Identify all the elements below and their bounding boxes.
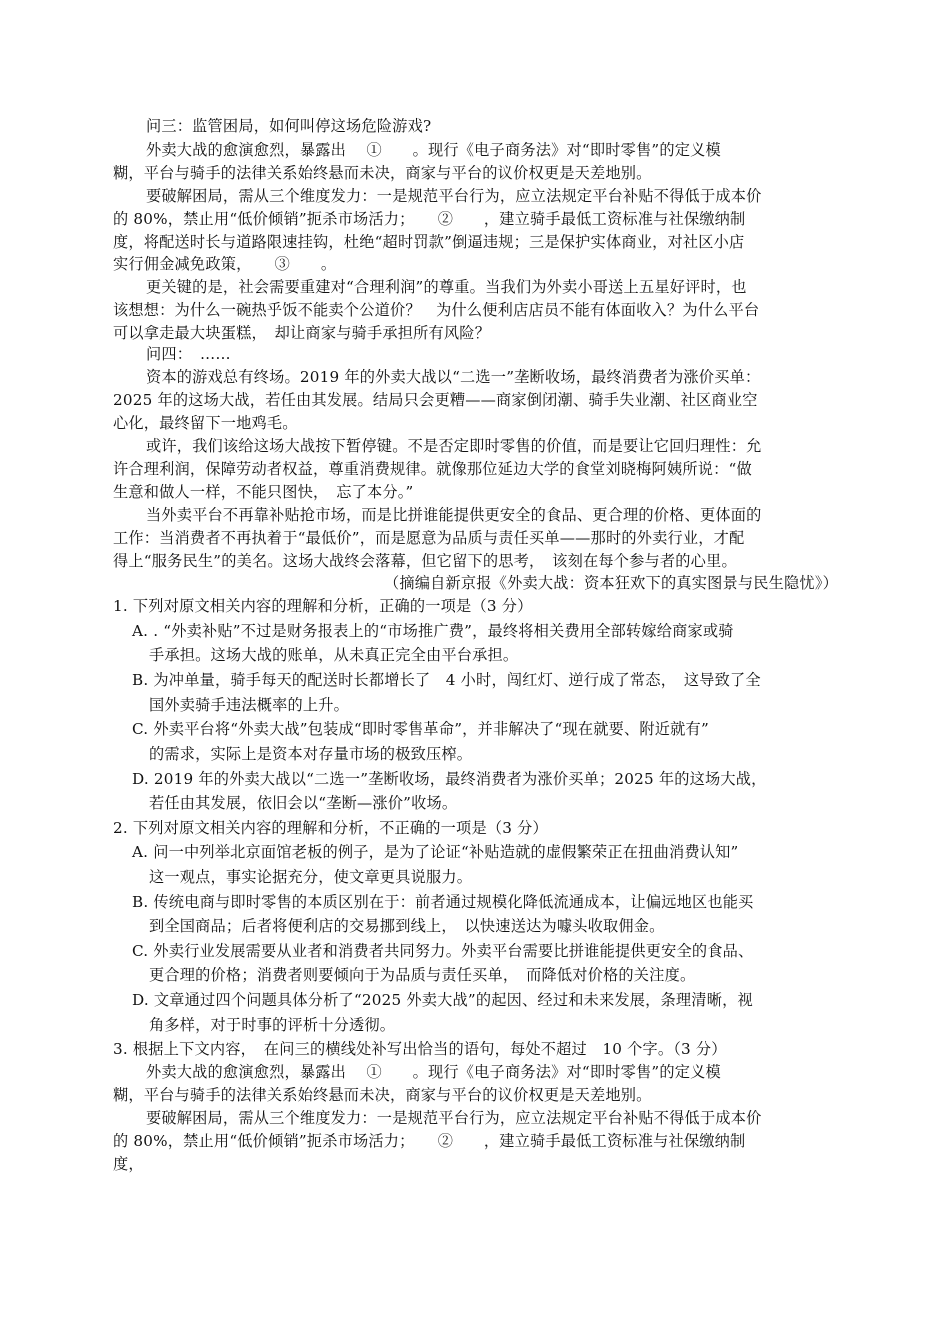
source-citation: （摘编自新京报《外卖大战：资本狂欢下的真实图景与民生隐忧》） — [383, 574, 838, 592]
quoted-line: 的 80%，禁止用“低价倾销”扼杀市场活力； ② ，建立骑手最低工资标准与社保缴纳制 — [113, 1132, 746, 1150]
paragraph-line: 要破解困局，需从三个维度发力：一是规范平台行为，应立法规定平台补贴不得低于成本价 — [146, 187, 762, 205]
question-2-stem: 2. 下列对原文相关内容的理解和分析，不正确的一项是（3 分） — [113, 819, 548, 837]
question-2-option-b-cont: 到全国商品；后者将便利店的交易挪到线上， 以快速送达为噱头收取佣金。 — [149, 917, 665, 935]
section-heading-q4: 问四： …… — [146, 345, 231, 363]
question-1-option-a-cont: 手承担。这场大战的账单，从未真正完全由平台承担。 — [149, 646, 519, 664]
paragraph-line: 当外卖平台不再靠补贴抢市场，而是比拼谁能提供更安全的食品、更合理的价格、更体面的 — [146, 506, 762, 524]
section-heading-q3: 问三：监管困局，如何叫停这场危险游戏? — [146, 117, 432, 135]
paragraph-line: 该想想：为什么一碗热乎饭不能卖个公道价？ 为什么便利店店员不能有体面收入？为什么平台 — [113, 301, 760, 319]
question-2-option-a-cont: 这一观点，事实论据充分，使文章更具说服力。 — [149, 868, 473, 886]
paragraph-line: 许合理利润，保障劳动者权益，尊重消费规律。就像那位延边大学的食堂刘晓梅阿姨所说：“做 — [113, 460, 752, 478]
paragraph-line: 得上“服务民生”的美名。这场大战终会落幕，但它留下的思考， 该刻在每个参与者的心里。 — [113, 552, 737, 570]
quoted-line: 糊，平台与骑手的法律关系始终悬而未决，商家与平台的议价权更是天差地别。 — [113, 1086, 652, 1104]
quoted-line: 外卖大战的愈演愈烈，暴露出 ① 。现行《电子商务法》对“即时零售”的定义模 — [146, 1063, 721, 1081]
quoted-line: 度， — [113, 1155, 144, 1173]
paragraph-line: 实行佣金减免政策， ③ 。 — [113, 255, 337, 273]
paragraph-line: 外卖大战的愈演愈烈，暴露出 ① 。现行《电子商务法》对“即时零售”的定义模 — [146, 141, 721, 159]
paragraph-line: 或许，我们该给这场大战按下暂停键。不是否定即时零售的价值，而是要让它回归理性：允 — [146, 437, 762, 455]
paragraph-line: 心化，最终留下一地鸡毛。 — [113, 414, 298, 432]
paragraph-line: 资本的游戏总有终场。2019 年的外卖大战以“二选一”垄断收场，最终消费者为涨价买单： — [146, 368, 761, 386]
paragraph-line: 度，将配送时长与道路限速挂钩，杜绝“超时罚款”倒逼违规；三是保护实体商业，对社区小店 — [113, 233, 745, 251]
question-1-option-d-cont: 若任由其发展，依旧会以“垄断—涨价”收场。 — [149, 794, 458, 812]
paragraph-line: 生意和做人一样，不能只图快， 忘了本分。” — [113, 483, 414, 501]
paragraph-line: 可以拿走最大块蛋糕， 却让商家与骑手承担所有风险？ — [113, 324, 491, 342]
question-2-option-c-cont: 更合理的价格；消费者则要倾向于为品质与责任买单， 而降低对价格的关注度。 — [149, 966, 696, 984]
question-1-option-b-cont: 国外卖骑手违法概率的上升。 — [149, 696, 350, 714]
paragraph-line: 的 80%，禁止用“低价倾销”扼杀市场活力； ② ，建立骑手最低工资标准与社保缴纳制 — [113, 210, 746, 228]
paragraph-line: 更关键的是，社会需要重建对“合理利润”的尊重。当我们为外卖小哥送上五星好评时，也 — [146, 278, 747, 296]
question-2-option-d-cont: 角多样，对于时事的评析十分透彻。 — [149, 1016, 396, 1034]
paragraph-line: 工作：当消费者不再执着于“最低价”，而是愿意为品质与责任买单——那时的外卖行业，才配 — [113, 529, 745, 547]
question-1-option-d: D. 2019 年的外卖大战以“二选一”垄断收场，最终消费者为涨价买单；2025 年的这场大战， — [132, 770, 767, 788]
question-2-option-a: A. 问一中列举北京面馆老板的例子，是为了论证“补贴造就的虚假繁荣正在扭曲消费认知” — [132, 843, 739, 861]
question-2-option-b: B. 传统电商与即时零售的本质区别在于：前者通过规模化降低流通成本，让偏远地区也能买 — [132, 893, 754, 911]
question-1-option-c: C. 外卖平台将“外卖大战”包装成“即时零售革命”，并非解决了“现在就要、附近就有” — [132, 720, 709, 738]
question-1-option-c-cont: 的需求，实际上是资本对存量市场的极致压榨。 — [149, 745, 473, 763]
question-1-option-a: A. . “外卖补贴”不过是财务报表上的“市场推广费”，最终将相关费用全部转嫁给商家或骑 — [132, 622, 734, 640]
paragraph-line: 2025 年的这场大战，若任由其发展。结局只会更糟——商家倒闭潮、骑手失业潮、社区商业空 — [113, 391, 758, 409]
question-2-option-c: C. 外卖行业发展需要从业者和消费者共同努力。外卖平台需要比拼谁能提供更安全的食品、 — [132, 942, 754, 960]
question-3-stem: 3. 根据上下文内容， 在问三的横线处补写出恰当的语句，每处不超过 10 个字。（3 分） — [113, 1040, 727, 1058]
quoted-line: 要破解困局，需从三个维度发力：一是规范平台行为，应立法规定平台补贴不得低于成本价 — [146, 1109, 762, 1127]
question-1-stem: 1. 下列对原文相关内容的理解和分析，正确的一项是（3 分） — [113, 597, 533, 615]
paragraph-line: 糊，平台与骑手的法律关系始终悬而未决，商家与平台的议价权更是天差地别。 — [113, 164, 652, 182]
question-1-option-b: B. 为冲单量，骑手每天的配送时长都增长了 4 小时，闯红灯、逆行成了常态， 这导致了全 — [132, 671, 761, 689]
question-2-option-d: D. 文章通过四个问题具体分析了“2025 外卖大战”的起因、经过和未来发展，条理清晰，视 — [132, 991, 753, 1009]
